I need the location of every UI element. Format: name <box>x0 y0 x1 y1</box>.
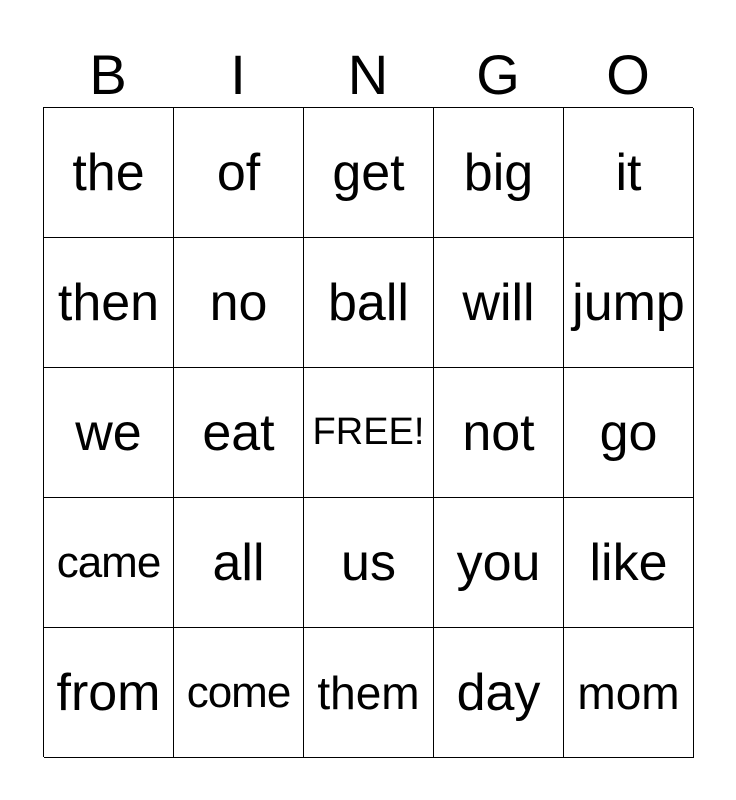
bingo-cell[interactable]: then <box>44 238 174 368</box>
bingo-cell[interactable]: go <box>564 368 694 498</box>
bingo-cell[interactable]: the <box>44 108 174 238</box>
bingo-cell[interactable]: mom <box>564 628 694 758</box>
bingo-cell[interactable]: like <box>564 498 694 628</box>
bingo-cell[interactable]: eat <box>174 368 304 498</box>
bingo-cell[interactable]: it <box>564 108 694 238</box>
bingo-cell[interactable]: big <box>434 108 564 238</box>
bingo-cell[interactable]: from <box>44 628 174 758</box>
bingo-cell[interactable]: of <box>174 108 304 238</box>
bingo-cell[interactable]: you <box>434 498 564 628</box>
header-letter-o: O <box>606 43 650 106</box>
bingo-cell[interactable]: ball <box>304 238 434 368</box>
bingo-cell[interactable]: us <box>304 498 434 628</box>
bingo-cell[interactable]: not <box>434 368 564 498</box>
bingo-free-cell[interactable]: FREE! <box>304 368 434 498</box>
bingo-cell[interactable]: all <box>174 498 304 628</box>
bingo-cell[interactable]: will <box>434 238 564 368</box>
bingo-cell[interactable]: jump <box>564 238 694 368</box>
header-letter-b: B <box>89 43 127 106</box>
bingo-cell[interactable]: get <box>304 108 434 238</box>
bingo-header <box>43 44 693 106</box>
bingo-cell[interactable]: came <box>44 498 174 628</box>
header-letter-n: N <box>347 43 389 106</box>
bingo-cell[interactable]: come <box>174 628 304 758</box>
bingo-cell[interactable]: them <box>304 628 434 758</box>
bingo-card-grid <box>43 107 693 757</box>
bingo-cell[interactable]: no <box>174 238 304 368</box>
bingo-cell[interactable]: we <box>44 368 174 498</box>
bingo-cell[interactable]: day <box>434 628 564 758</box>
header-letter-i: I <box>230 43 246 106</box>
header-letter-g: G <box>476 43 520 106</box>
